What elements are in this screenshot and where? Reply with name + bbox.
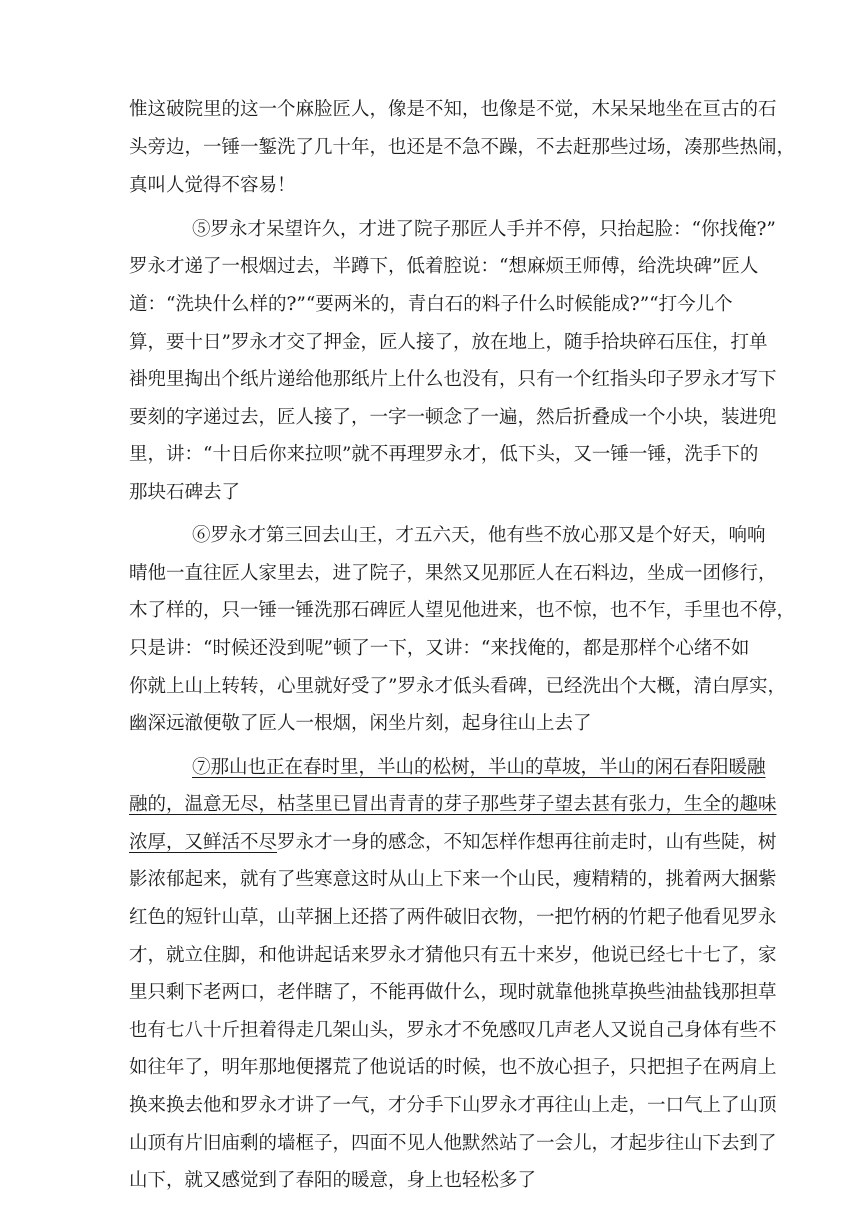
text-line-underlined <box>129 791 777 819</box>
text-line: 山下，就又感觉到了春阳的暖意，身上也轻松多了 <box>129 1170 537 1191</box>
text-line: 影浓郁起来，就有了些寒意这时从山上下来一个山民，瘦精精的，挑着两大捆紫 <box>129 869 777 890</box>
text-line-underlined <box>192 754 766 782</box>
text-line: 惟这破院里的这一个麻脸匠人，像是不知，也像是不觉，木呆呆地坐在亘古的石 <box>129 99 777 120</box>
text-span: 罗永才一身的感念，不知怎样作想再往前走时，山有些陡，树 <box>277 832 777 853</box>
text-line: 里只剩下老两口，老伴瞎了，不能再做什么，现时就靠他挑草换些油盐钱那担草 <box>129 982 777 1003</box>
text-line: 里，讲：“十日后你来拉呗”就不再理罗永才，低下头，又一锤一锤，洗手下的 <box>129 444 759 465</box>
text-line: 如往年了，明年那地便撂荒了他说话的时候，也不放心担子，只把担子在两肩上 <box>129 1057 777 1078</box>
text-line: 算，要十日”罗永才交了押金，匠人接了，放在地上，随手拾块碎石压住，打单 <box>129 332 768 353</box>
text-line: 要刻的字递过去，匠人接了，一字一顿念了一遍，然后折叠成一个小块，装进兜 <box>129 407 777 428</box>
text-line: ⑥罗永才第三回去山王，才五六天，他有些不放心那又是个好天，响响 <box>192 525 766 546</box>
text-line: 山顶有片旧庙剩的墙框子，四面不见人他默然站了一会儿，才起步往山下去到了 <box>129 1133 777 1154</box>
text-line: 罗永才递了一根烟过去，半蹲下，低着腔说：“想麻烦王师傅，给洗块碑”匠人 <box>129 256 759 277</box>
text-line: ⑤罗永才呆望许久，才进了院子那匠人手并不停，只抬起脸：“你找俺?” <box>192 219 776 240</box>
text-line: 褂兜里掏出个纸片递给他那纸片上什么也没有，只有一个红指头印子罗永才写下 <box>129 369 777 390</box>
text-line: 头旁边，一锤一錾洗了几十年，也还是不急不躁，不去赶那些过场，凑那些热闹， <box>129 137 796 158</box>
text-line: 木了样的，只一锤一锤洗那石碑匠人望见他进来，也不惊，也不乍，手里也不停， <box>129 600 796 621</box>
text-line: 道：“洗块什么样的?”“要两米的，青白石的料子什么时候能成?”“打今儿个 <box>129 294 733 315</box>
text-line: 幽深远澈便敬了匠人一根烟，闲坐片刻，起身往山上去了 <box>129 713 592 734</box>
text-line: 真叫人觉得不容易！ <box>129 175 296 196</box>
text-line: 红色的短针山草，山苹捆上还搭了两件破旧衣物，一把竹柄的竹耙子他看见罗永 <box>129 907 777 928</box>
text-line: 换来换去他和罗永才讲了一气，才分手下山罗永才再往山上走，一口气上了山顶 <box>129 1095 777 1116</box>
text-line: 也有七八十斤担着得走几架山头，罗永才不免感叹几声老人又说自己身体有些不 <box>129 1020 777 1041</box>
text-line <box>129 829 777 857</box>
underlined-passage: 浓厚，又鲜活不尽 <box>129 832 278 853</box>
underlined-passage: ⑦那山也正在春时里，半山的松树，半山的草坡，半山的闲石春阳暖融 <box>192 757 766 778</box>
underlined-passage: 融的，温意无尽，枯茎里已冒出青青的芽子那些芽子望去甚有张力，生全的趣味 <box>129 794 777 815</box>
text-line: 才，就立住脚，和他讲起话来罗永才猜他只有五十来岁，他说已经七十七了，家 <box>129 945 777 966</box>
text-line: 你就上山上转转，心里就好受了”罗永才低头看碑，已经洗出个大概，清白厚实， <box>129 676 786 697</box>
text-line: 那块石碑去了 <box>129 482 241 503</box>
text-line: 只是讲：“时候还没到呢”顿了一下，又讲：“来找俺的，都是那样个心绪不如 <box>129 638 750 659</box>
text-line: 晴他一直往匠人家里去，进了院子，果然又见那匠人在石料边，坐成一团修行， <box>129 563 777 584</box>
